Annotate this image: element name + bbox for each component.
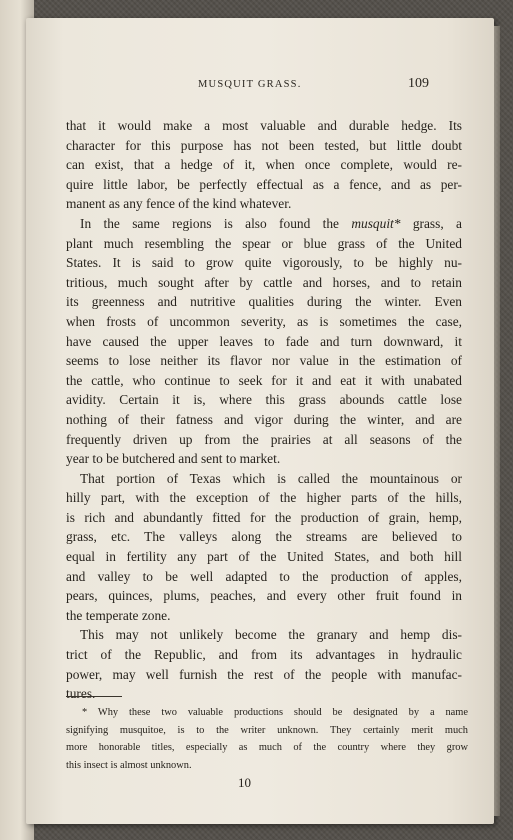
text-line: hilly part, with the exception of the higher parts of the hills, xyxy=(66,490,462,506)
page-number: 109 xyxy=(408,76,429,91)
text-line: seems to lose neither its flavor nor value in the estimation of xyxy=(66,353,462,369)
text-line: States. It is said to grow quite vigorously, to be highly nu- xyxy=(66,255,462,271)
text-line: when frosts of uncommon severity, as is sometimes the case, xyxy=(66,313,462,329)
footnote xyxy=(66,704,468,774)
book-page xyxy=(26,18,494,824)
text-line: quire little labor, be perfectly effectual as a fence, and as per- xyxy=(66,176,462,192)
text-line: power, may well furnish the rest of the people with manufac- xyxy=(66,666,462,682)
footnote-line: * Why these two valuable productions should be designated by a name xyxy=(82,707,468,718)
text-line: can exist, that a hedge of it, when once complete, would re- xyxy=(66,157,462,173)
footnote-line: signifying musquitoe, is to the writer unknown. They certainly merit much xyxy=(66,724,468,736)
text-line: the temperate zone. xyxy=(66,607,171,623)
text-line: tures. xyxy=(66,686,96,702)
text-line: is rich and abundantly fitted for the production of grain, hemp, xyxy=(66,509,462,525)
text-line: grass, etc. The valleys along the streams are believed to xyxy=(66,529,462,545)
text-line: frequently driven up from the prairies at all seasons of the xyxy=(66,431,462,447)
text-line: have caused the upper leaves to fade and turn downward, it xyxy=(66,333,462,349)
text-line: trict of the Republic, and from its advantages in hydraulic xyxy=(66,647,462,663)
text-line: equal in fertility any part of the United States, and both hill xyxy=(66,549,462,565)
text-line: year to be butchered and sent to market. xyxy=(66,451,281,467)
text-line: pears, quinces, plums, peaches, and every other fruit found in xyxy=(66,588,462,604)
text-line: that it would make a most valuable and durable hedge. Its xyxy=(66,118,462,133)
page-header xyxy=(26,76,494,96)
text-line: In the same regions is also found the musquit* grass, a xyxy=(80,215,462,231)
text-line: nothing of their fatness and vigor during the winter, and are xyxy=(66,411,462,427)
text-line: manent as any fence of the kind whatever. xyxy=(66,196,292,212)
text-line: and valley to be well adapted to the production of apples, xyxy=(66,568,462,584)
page-stack-edge xyxy=(494,26,500,816)
text-line: plant much resembling the spear or blue grass of the United xyxy=(66,235,462,251)
footnote-rule xyxy=(66,696,122,697)
text-line: the cattle, who continue to seek for it and eat it with unabated xyxy=(66,372,462,388)
text-line: avidity. Certain it is, where this grass abounds cattle lose xyxy=(66,392,462,408)
body-text xyxy=(66,116,462,704)
signature-mark: 10 xyxy=(238,775,251,790)
text-line: This may not unlikely become the granary and hemp dis- xyxy=(80,627,462,643)
text-line: tritious, much sought after by cattle and horses, and to retain xyxy=(66,274,462,290)
text-line: its greenness and nutritive qualities during the winter. Even xyxy=(66,294,462,310)
footnote-line: more honorable titles, especially as much of the country where they grow xyxy=(66,742,468,753)
text-line: That portion of Texas which is called the mountainous or xyxy=(80,470,462,486)
footnote-line: this insect is almost unknown. xyxy=(66,759,192,771)
running-head: MUSQUIT GRASS. xyxy=(198,79,302,90)
text-line: character for this purpose has not been tested, but little doubt xyxy=(66,137,462,153)
